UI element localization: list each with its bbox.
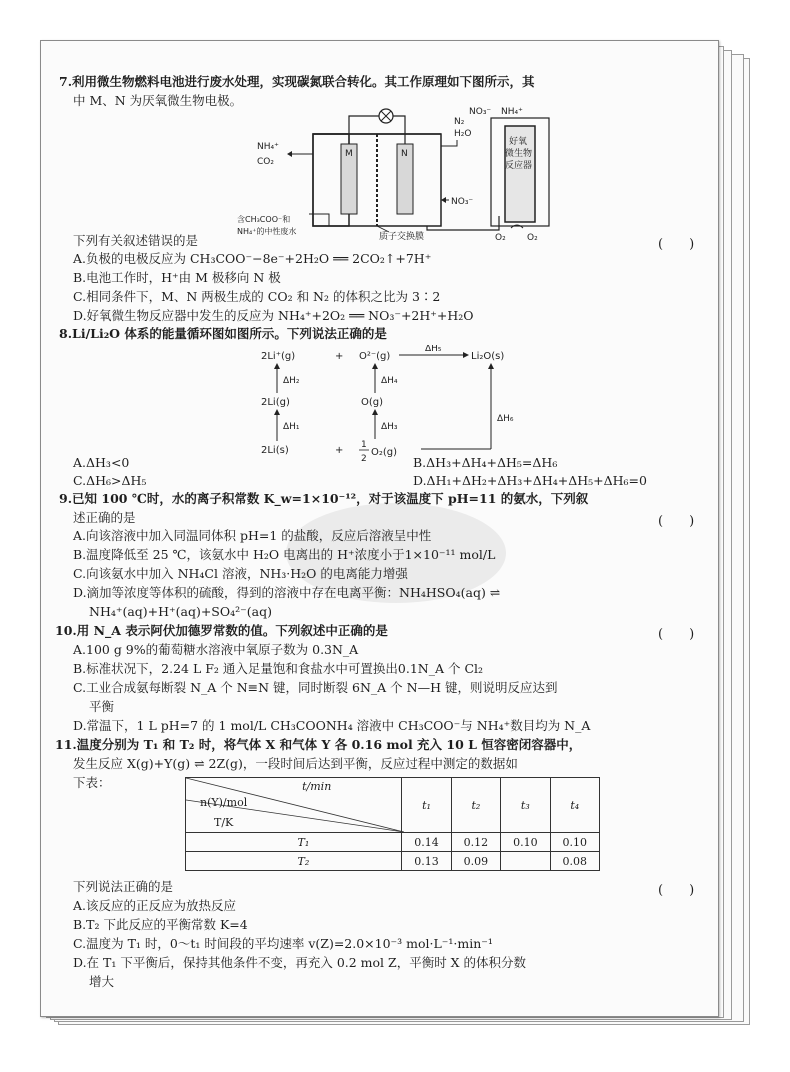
q7-cell-diagram [229, 104, 559, 244]
q9-answer-paren[interactable]: ( ) [658, 514, 695, 529]
reactor-nh4-label: NH₄⁺ [501, 107, 523, 117]
cell: 0.14 [402, 833, 451, 852]
o-gas-label: O(g) [361, 397, 384, 408]
cell: 0.10 [550, 833, 599, 852]
col-t4: t₄ [550, 778, 599, 833]
q9-stem-cont: 述正确的是 [73, 510, 136, 525]
reactor-o2-in-label: O₂ [495, 233, 506, 243]
q7-option-b[interactable]: B.电池工作时，H⁺由 M 极移向 N 极 [73, 270, 281, 285]
q11-option-c[interactable]: C.温度为 T₁ 时，0～t₁ 时间段的平均速率 v(Z)=2.0×10⁻³ mol·L⁻¹·min⁻¹ [73, 936, 493, 951]
q8-stem: 8.Li/Li₂O 体系的能量循环图如图所示。下列说法正确的是 [59, 326, 387, 341]
q9-option-a[interactable]: A.向该溶液中加入同温同体积 pH=1 的盐酸，反应后溶液呈中性 [73, 528, 432, 543]
cell: 0.08 [550, 852, 599, 871]
dh1-label: ΔH₁ [283, 422, 300, 432]
q10-option-c[interactable]: C.工业合成氨每断裂 N_A 个 N≡N 键，同时断裂 6N_A 个 N—H 键，则说明反应达到 [73, 680, 558, 695]
half-denominator: 2 [361, 454, 367, 464]
reactor-label-line1: 好氧 [509, 137, 528, 147]
q7-option-d[interactable]: D.好氧微生物反应器中发生的反应为 NH₄⁺+2O₂ ══ NO₃⁻+2H⁺+H₂O [73, 308, 474, 323]
col-t2: t₂ [451, 778, 500, 833]
li-gas-label: 2Li(g) [261, 397, 290, 408]
q11-stem: 11.温度分别为 T₁ 和 T₂ 时，将气体 X 和气体 Y 各 0.16 mol 充入 10 L 恒容密闭容器中， [55, 737, 582, 752]
h2o-label: H₂O [454, 129, 472, 139]
q7-option-a[interactable]: A.负极的电极反应为 CH₃COO⁻−8e⁻+2H₂O ══ 2CO₂↑+7H⁺ [73, 251, 432, 266]
electrode-m-label: M [345, 149, 353, 159]
header-time: t/min [302, 780, 332, 793]
waste-label-line1: 含CH₃COO⁻和 [237, 215, 291, 224]
dh6-label: ΔH₆ [497, 414, 514, 424]
q8-energy-cycle-diagram [259, 345, 529, 465]
q11-option-a[interactable]: A.该反应的正反应为放热反应 [73, 898, 237, 913]
exam-page [40, 40, 719, 1017]
oxide-ion-label: O²⁻(g) [359, 351, 391, 362]
q10-option-c-cont: 平衡 [89, 699, 115, 714]
n2-label: N₂ [454, 117, 465, 127]
dh4-label: ΔH₄ [381, 376, 398, 386]
cell: 0.10 [501, 833, 550, 852]
reactor-label-line2: 微生物 [505, 149, 533, 159]
membrane-label: 质子交换膜 [379, 232, 425, 242]
q11-option-d-cont: 增大 [89, 974, 115, 989]
q7-option-c[interactable]: C.相同条件下，M、N 两极生成的 CO₂ 和 N₂ 的体积之比为 3∶2 [73, 289, 441, 304]
q10-option-b[interactable]: B.标准状况下，2.24 L F₂ 通入足量饱和食盐水中可置换出0.1N_A 个 Cl₂ [73, 661, 484, 676]
col-t1: t₁ [402, 778, 451, 833]
dh3-label: ΔH₃ [381, 422, 398, 432]
cell: 0.09 [451, 852, 500, 871]
q8-option-d[interactable]: D.ΔH₁+ΔH₂+ΔH₃+ΔH₄+ΔH₅+ΔH₆=0 [413, 473, 647, 488]
electrode-n-label: N [401, 149, 408, 159]
q7-stem: 7.利用微生物燃料电池进行废水处理，实现碳氮联合转化。其工作原理如下图所示，其 [59, 74, 535, 89]
q10-stem: 10.用 N_A 表示阿伏加德罗常数的值。下列叙述中正确的是 [55, 623, 388, 638]
q11-option-d[interactable]: D.在 T₁ 下平衡后，保持其他条件不变，再充入 0.2 mol Z，平衡时 X 的体积分数 [73, 955, 527, 970]
reactor-o2-out-label: O₂ [527, 233, 538, 243]
q11-stem-cont1: 发生反应 X(g)+Y(g) ⇌ 2Z(g)，一段时间后达到平衡，反应过程中测定的数据如 [73, 756, 518, 771]
half-numerator: 1 [361, 440, 367, 450]
q8-option-a[interactable]: A.ΔH₃<0 [73, 455, 130, 470]
q9-option-c[interactable]: C.向该氨水中加入 NH₄Cl 溶液，NH₃·H₂O 的电离能力增强 [73, 566, 408, 581]
q10-option-d[interactable]: D.常温下，1 L pH=7 的 1 mol/L CH₃COONH₄ 溶液中 CH₃COO⁻与 NH₄⁺数目均为 N_A [73, 718, 591, 733]
li-solid-label: 2Li(s) [261, 445, 289, 456]
q11-stem-cont2: 下表： [73, 775, 111, 790]
q8-option-c[interactable]: C.ΔH₆>ΔH₅ [73, 473, 147, 488]
q9-option-d-cont: NH₄⁺(aq)+H⁺(aq)+SO₄²⁻(aq) [89, 604, 272, 619]
header-ny: n(Y)/mol [200, 796, 248, 809]
q9-stem: 9.已知 100 ℃时，水的离子积常数 K_w=1×10⁻¹²，对于该温度下 pH=11 的氨水，下列叙 [59, 491, 589, 506]
table-header-diagonal [186, 778, 402, 833]
reactor-label-line3: 反应器 [505, 161, 533, 171]
waste-label-line2: NH₄⁺的中性废水 [237, 227, 297, 236]
q11-prompt: 下列说法正确的是 [73, 879, 174, 894]
q10-option-a[interactable]: A.100 g 9%的葡萄糖水溶液中氧原子数为 0.3N_A [73, 642, 359, 657]
left-co2-label: CO₂ [257, 157, 274, 167]
row-label-t2: T₂ [186, 852, 402, 871]
q10-answer-paren[interactable]: ( ) [658, 627, 695, 642]
li-ion-label: 2Li⁺(g) [261, 351, 296, 362]
q9-option-b[interactable]: B.温度降低至 25 ℃，该氨水中 H₂O 电离出的 H⁺浓度小于1×10⁻¹¹ mol/L [73, 547, 496, 562]
reactor-no3-label: NO₃⁻ [469, 107, 492, 117]
cell: 0.12 [451, 833, 500, 852]
q9-option-d[interactable]: D.滴加等浓度等体积的硫酸，得到的溶液中存在电离平衡：NH₄HSO₄(aq) ⇌ [73, 585, 501, 600]
o2-gas-label: O₂(g) [371, 447, 398, 458]
table-row [186, 778, 600, 833]
li2o-label: Li₂O(s) [471, 351, 505, 362]
row-label-t1: T₁ [186, 833, 402, 852]
cell [501, 852, 550, 871]
table-row [186, 852, 600, 871]
table-row [186, 833, 600, 852]
q7-stem-cont: 中 M、N 为厌氧微生物电极。 [73, 93, 243, 108]
q11-answer-paren[interactable]: ( ) [658, 883, 695, 898]
plus-top: + [335, 351, 344, 362]
header-temp: T/K [214, 816, 234, 829]
dh2-label: ΔH₂ [283, 376, 300, 386]
q7-answer-paren[interactable]: ( ) [658, 237, 695, 252]
dh5-label: ΔH₅ [425, 345, 442, 354]
plus-bottom: + [335, 445, 344, 456]
q11-data-table [185, 777, 600, 871]
cell: 0.13 [402, 852, 451, 871]
q11-option-b[interactable]: B.T₂ 下此反应的平衡常数 K=4 [73, 917, 248, 932]
col-t3: t₃ [501, 778, 550, 833]
left-nh4-label: NH₄⁺ [257, 142, 279, 152]
q7-prompt: 下列有关叙述错误的是 [73, 233, 199, 248]
q8-option-b[interactable]: B.ΔH₃+ΔH₄+ΔH₅=ΔH₆ [413, 455, 558, 470]
no3-into-cell-label: NO₃⁻ [451, 197, 474, 207]
